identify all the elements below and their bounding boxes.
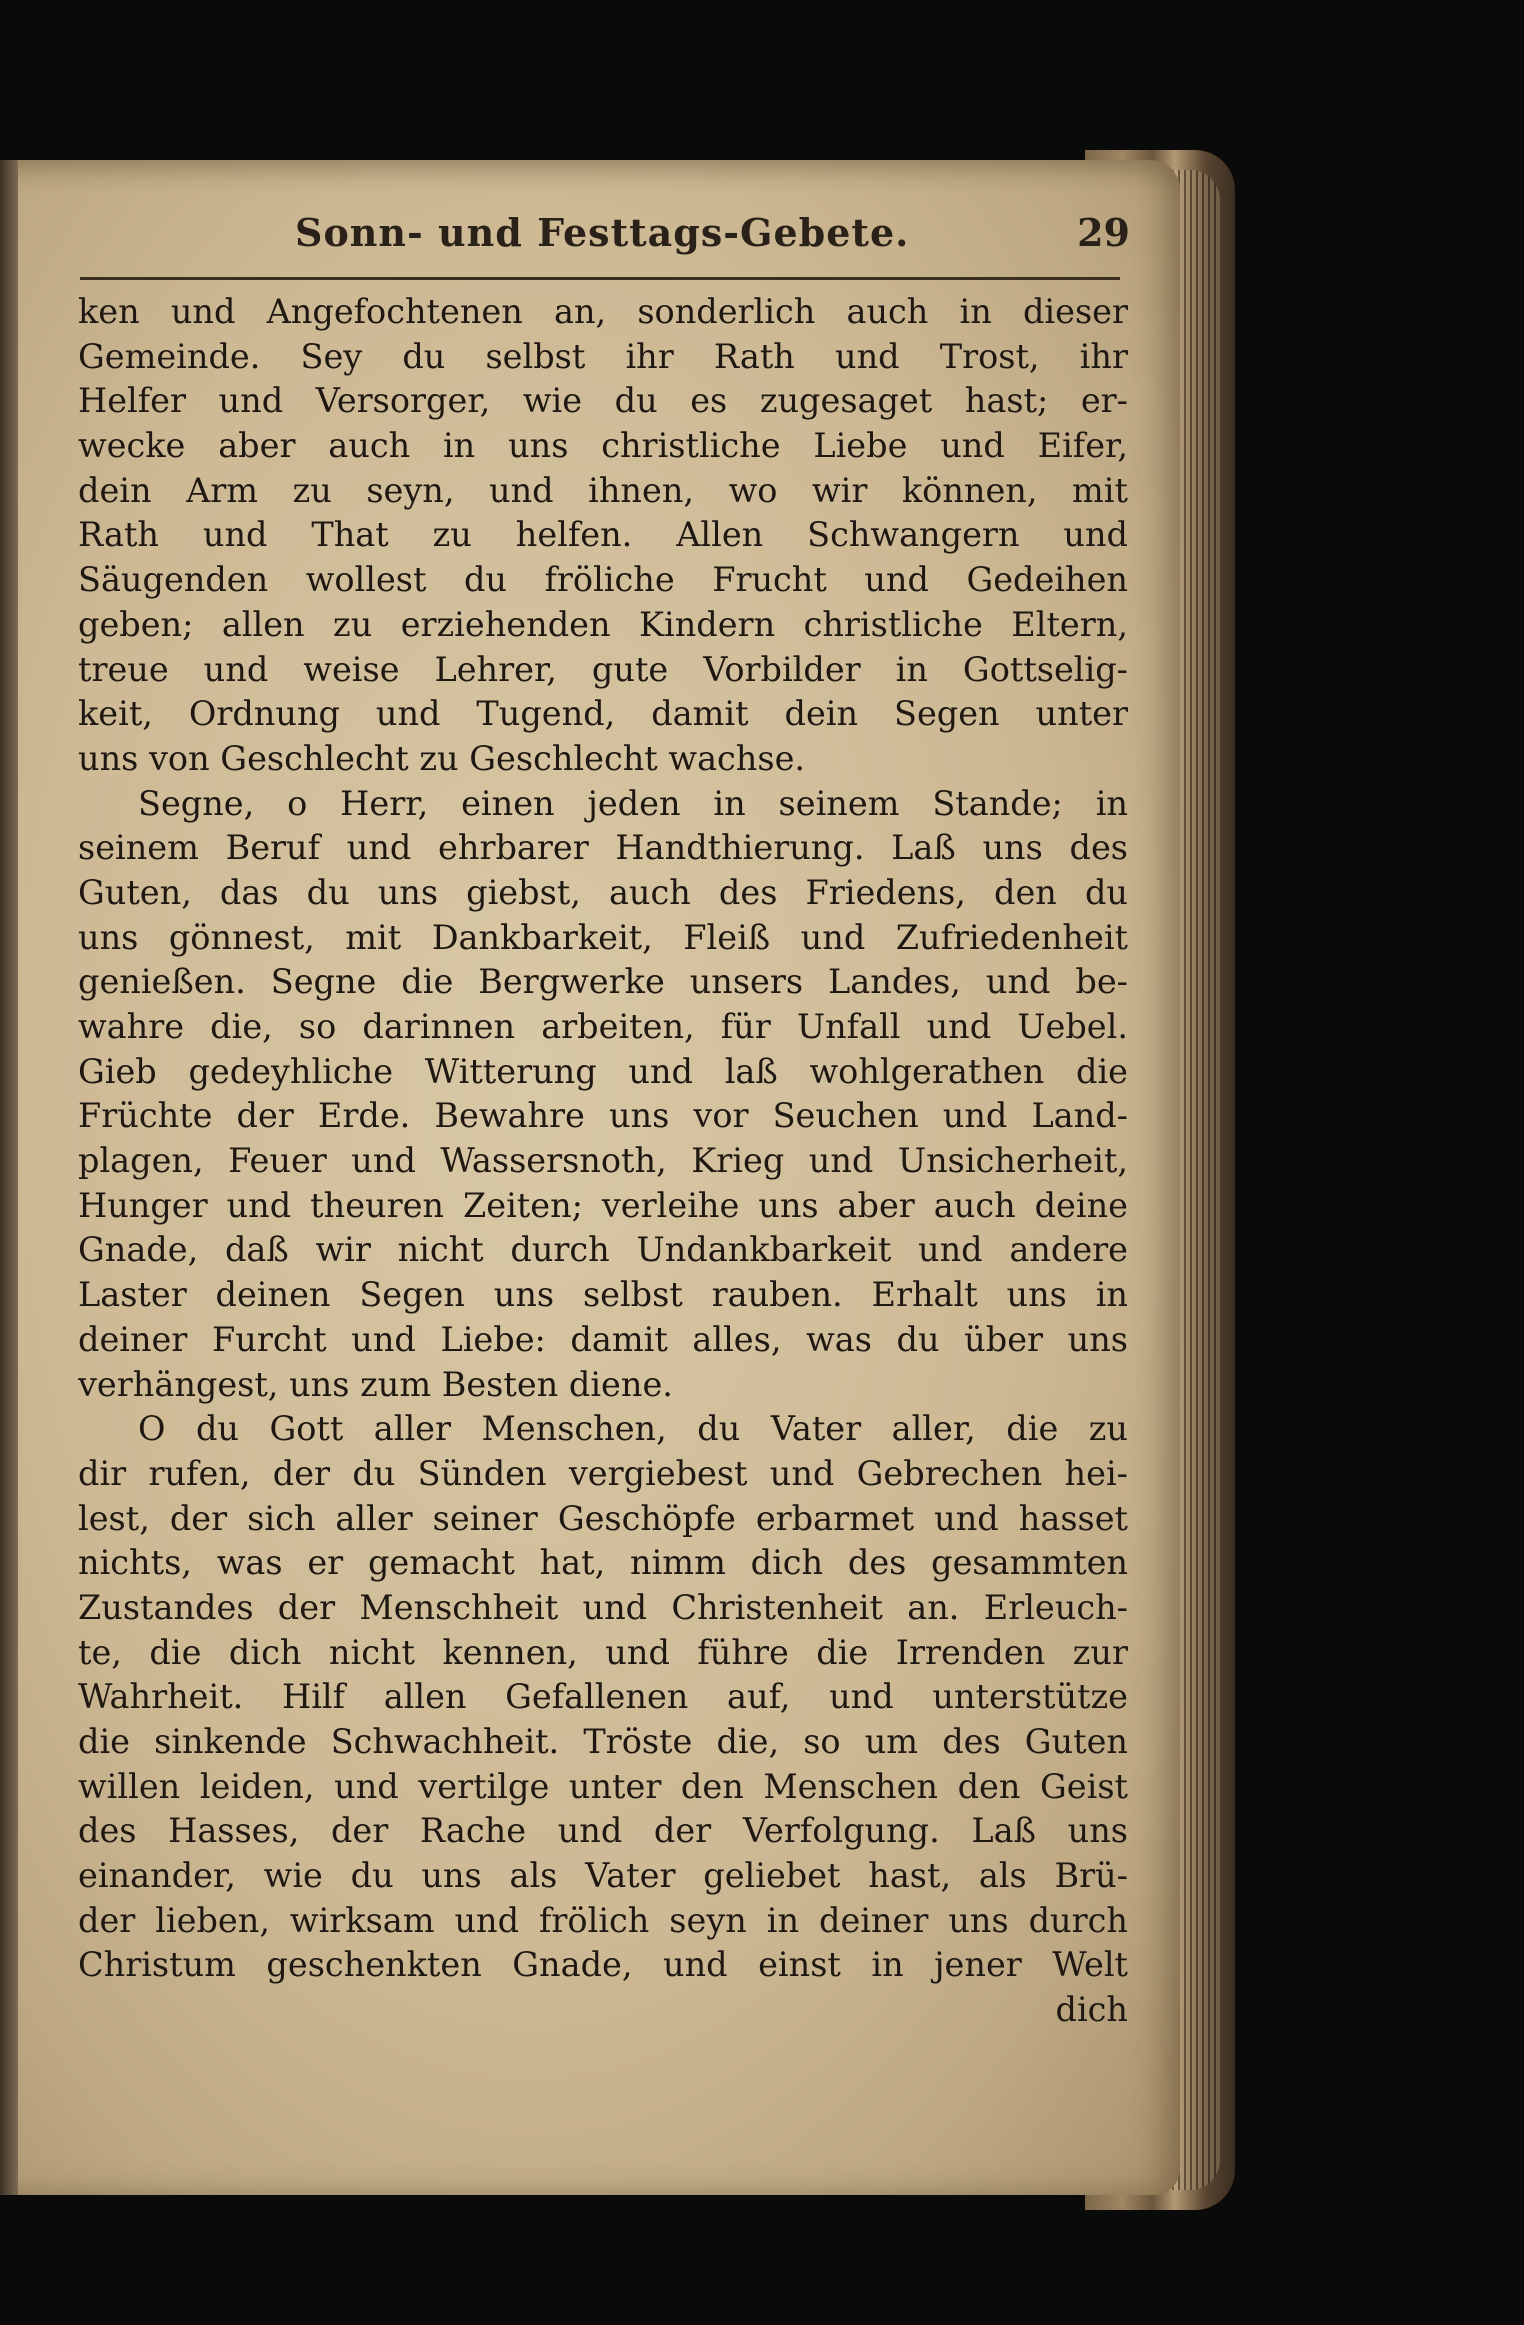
page-number: 29 [1077, 210, 1130, 255]
text-line: Gnade, daß wir nicht durch Undankbarkeit und andere [78, 1230, 1128, 1270]
text-line: wecke aber auch in uns christliche Liebe und Eifer, [78, 426, 1128, 466]
text-line: willen leiden, und vertilge unter den Menschen den Geist [78, 1766, 1128, 1806]
text-line: keit, Ordnung und Tugend, damit dein Segen unter [78, 694, 1128, 734]
text-line: uns gönnest, mit Dankbarkeit, Fleiß und Zufriedenheit [78, 917, 1128, 957]
text-line: Laster deinen Segen uns selbst rauben. Erhalt uns in [78, 1275, 1128, 1315]
text-line: des Hasses, der Rache und der Verfolgung. Laß uns [78, 1811, 1128, 1851]
text-line: te, die dich nicht kennen, und führe die Irrenden zur [78, 1632, 1128, 1672]
text-line: wahre die, so darinnen arbeiten, für Unfall und Uebel. [78, 1007, 1128, 1046]
text-line: Säugenden wollest du fröliche Frucht und Gedeihen [78, 560, 1128, 600]
text-line: geben; allen zu erziehenden Kindern christliche Eltern, [78, 604, 1128, 644]
paragraph-start-line: O du Gott aller Menschen, du Vater aller, die zu [138, 1409, 1128, 1449]
catchword: dich [1055, 1990, 1128, 2030]
text-line: Helfer und Versorger, wie du es zugesaget hast; er- [78, 381, 1128, 421]
text-line: plagen, Feuer und Wassersnoth, Krieg und Unsicherheit, [78, 1141, 1128, 1181]
paragraph-start-line: Segne, o Herr, einen jeden in seinem Stande; in [138, 783, 1128, 823]
text-line: treue und weise Lehrer, gute Vorbilder in Gottselig- [78, 649, 1128, 689]
text-line: ken und Angefochtenen an, sonderlich auch in dieser [78, 292, 1128, 331]
text-line: Wahrheit. Hilf allen Gefallenen auf, und unterstütze [78, 1677, 1128, 1717]
text-line: der lieben, wirksam und frölich seyn in deiner uns durch [78, 1900, 1128, 1940]
text-line: Rath und That zu helfen. Allen Schwangern und [78, 515, 1128, 555]
text-line: seinem Beruf und ehrbarer Handthierung. Laß uns des [78, 828, 1128, 868]
text-line: Guten, das du uns giebst, auch des Friedens, den du [78, 872, 1128, 912]
text-line: lest, der sich aller seiner Geschöpfe erbarmet und hasset [78, 1498, 1128, 1538]
text-line: Früchte der Erde. Bewahre uns vor Seuchen und Land- [78, 1096, 1128, 1136]
binding-gutter [0, 160, 18, 2195]
text-line: einander, wie du uns als Vater geliebet hast, als Brü- [78, 1856, 1128, 1896]
text-line: dir rufen, der du Sünden vergiebest und Gebrechen hei- [78, 1453, 1128, 1493]
text-line: genießen. Segne die Bergwerke unsers Landes, und be- [78, 962, 1128, 1002]
text-line: deiner Furcht und Liebe: damit alles, was du über uns [78, 1319, 1128, 1359]
running-header [80, 210, 1130, 270]
running-title: Sonn- und Festtags-Gebete. [295, 210, 910, 255]
body-text [78, 290, 1128, 2033]
text-line: nichts, was er gemacht hat, nimm dich des gesammten [78, 1543, 1128, 1583]
text-line: Zustandes der Menschheit und Christenheit an. Erleuch- [78, 1587, 1128, 1627]
text-line: uns von Geschlecht zu Geschlecht wachse. [78, 738, 806, 778]
text-line: Hunger und theuren Zeiten; verleihe uns aber auch deine [78, 1185, 1128, 1225]
text-line: die sinkende Schwachheit. Tröste die, so um des Guten [78, 1722, 1128, 1761]
text-line: Christum geschenkten Gnade, und einst in jener Welt [78, 1945, 1128, 1985]
header-rule [80, 277, 1120, 280]
text-line: dein Arm zu seyn, und ihnen, wo wir können, mit [78, 470, 1128, 510]
text-line: verhängest, uns zum Besten diene. [78, 1364, 673, 1404]
text-line: Gemeinde. Sey du selbst ihr Rath und Trost, ihr [78, 336, 1128, 376]
text-line: Gieb gedeyhliche Witterung und laß wohlgerathen die [78, 1051, 1128, 1091]
